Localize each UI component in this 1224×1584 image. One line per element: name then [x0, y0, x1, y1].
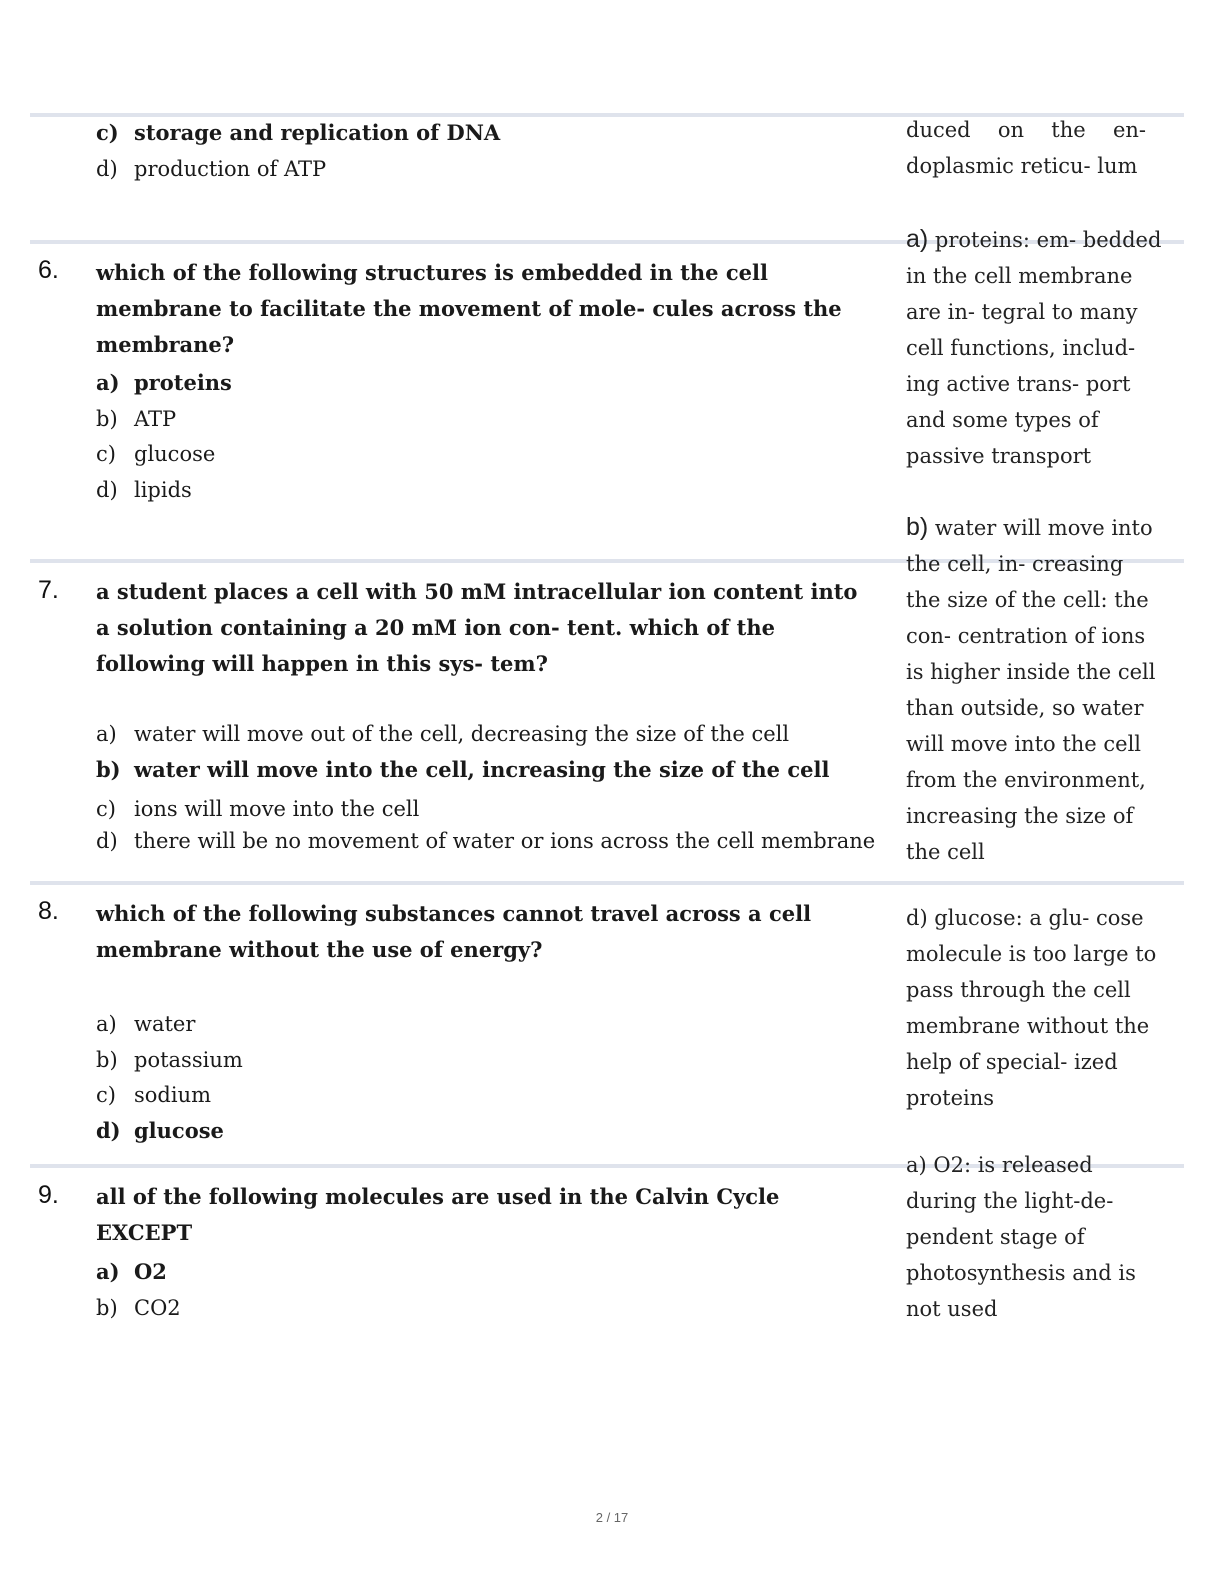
- answer-text: a) O2: is released during the light-de- pendent stage of photosynthesis and is not used: [906, 1153, 1136, 1321]
- option-a: [96, 1010, 243, 1046]
- question-text: a student places a cell with 50 mM intracellular ion content into a solution containing a 20 mM ion con- tent. which of the following will happen in this sys- tem?: [96, 579, 858, 676]
- option-label: a): [96, 370, 120, 395]
- option-b: [96, 1294, 181, 1330]
- option-a: [96, 369, 232, 405]
- option-d: [96, 155, 500, 191]
- prev-options-list: [96, 119, 500, 190]
- option-text: ions will move into the cell: [134, 797, 420, 821]
- option-label: d): [96, 156, 118, 181]
- answer-letter: a): [906, 225, 929, 253]
- option-text: storage and replication of DNA: [134, 120, 501, 145]
- option-label: a): [96, 722, 117, 746]
- option-b: [96, 756, 875, 792]
- option-c: [96, 791, 875, 827]
- answer-text: d) glucose: a glu- cose molecule is too large to pass through the cell membrane without the help of special- ized proteins: [906, 906, 1157, 1110]
- option-text: glucose: [134, 1117, 224, 1143]
- question-number: 8.: [38, 897, 59, 925]
- answer-explanation: [906, 1147, 1162, 1327]
- options-list: [96, 1258, 181, 1329]
- option-label: b): [96, 756, 121, 782]
- option-text: water will move out of the cell, decreasing the size of the cell: [134, 722, 790, 746]
- option-label: a): [96, 1259, 120, 1284]
- question-number: 6.: [38, 256, 59, 284]
- option-text: production of ATP: [134, 156, 327, 181]
- option-text: there will be no movement of water or ions across the cell membrane: [134, 829, 876, 853]
- question-text: all of the following molecules are used in the Calvin Cycle EXCEPT: [96, 1184, 780, 1245]
- option-text: sodium: [134, 1083, 212, 1107]
- options-list: [96, 369, 232, 511]
- option-label: c): [96, 120, 119, 145]
- answer-text: proteins: em- bedded in the cell membrane are in- tegral to many cell functions, includ- ing active trans- port and some types of passive transport: [906, 228, 1162, 468]
- page-number: 2 / 17: [595, 1510, 629, 1525]
- option-c: [96, 1081, 243, 1117]
- answer-letter: b): [906, 513, 929, 541]
- option-text: glucose: [134, 442, 216, 466]
- option-label: c): [96, 1083, 116, 1107]
- answer-explanation: [906, 221, 1162, 474]
- answer-explanation: [906, 900, 1162, 1116]
- separator-rule: [30, 881, 1184, 885]
- option-text: water will move into the cell, increasing the size of the cell: [134, 756, 830, 782]
- answer-explanation: [906, 509, 1162, 870]
- option-a: [96, 1258, 181, 1294]
- option-label: c): [96, 442, 116, 466]
- question-text: which of the following structures is embedded in the cell membrane to facilitate the movement of mole- cules across the membrane?: [96, 260, 842, 357]
- option-label: d): [96, 829, 118, 853]
- option-d: [96, 476, 232, 512]
- option-b: [96, 405, 232, 441]
- option-d: [96, 1117, 243, 1153]
- option-text: CO2: [134, 1295, 181, 1320]
- option-a: [96, 720, 875, 756]
- option-d: [96, 827, 875, 863]
- option-text: ATP: [134, 406, 177, 431]
- option-label: b): [96, 1295, 118, 1320]
- option-text: proteins: [134, 370, 232, 395]
- answer-text: water will move into the cell, in- creasing the size of the cell: the con- centration of ions is higher inside the cell than outside, so water will move into the cell from the environment, increasing the size of the cell: [906, 516, 1156, 864]
- option-label: b): [96, 406, 118, 431]
- option-b: [96, 1046, 243, 1082]
- option-label: d): [96, 477, 118, 502]
- question-number: 9.: [38, 1181, 59, 1209]
- option-text: lipids: [134, 477, 192, 502]
- options-list: [96, 720, 875, 863]
- option-text: potassium: [134, 1047, 243, 1072]
- option-text: water: [134, 1012, 196, 1036]
- options-list: [96, 1010, 243, 1152]
- option-c: [96, 440, 232, 476]
- option-label: c): [96, 797, 116, 821]
- prev-answer: duced on the en- doplasmic reticu- lum: [906, 118, 1146, 178]
- option-label: d): [96, 1117, 121, 1143]
- option-c: [96, 119, 500, 155]
- option-label: a): [96, 1012, 117, 1036]
- option-label: b): [96, 1047, 118, 1072]
- question-number: 7.: [38, 576, 59, 604]
- option-text: O2: [134, 1259, 167, 1284]
- question-text: which of the following substances cannot travel across a cell membrane without the use of energy?: [96, 901, 812, 962]
